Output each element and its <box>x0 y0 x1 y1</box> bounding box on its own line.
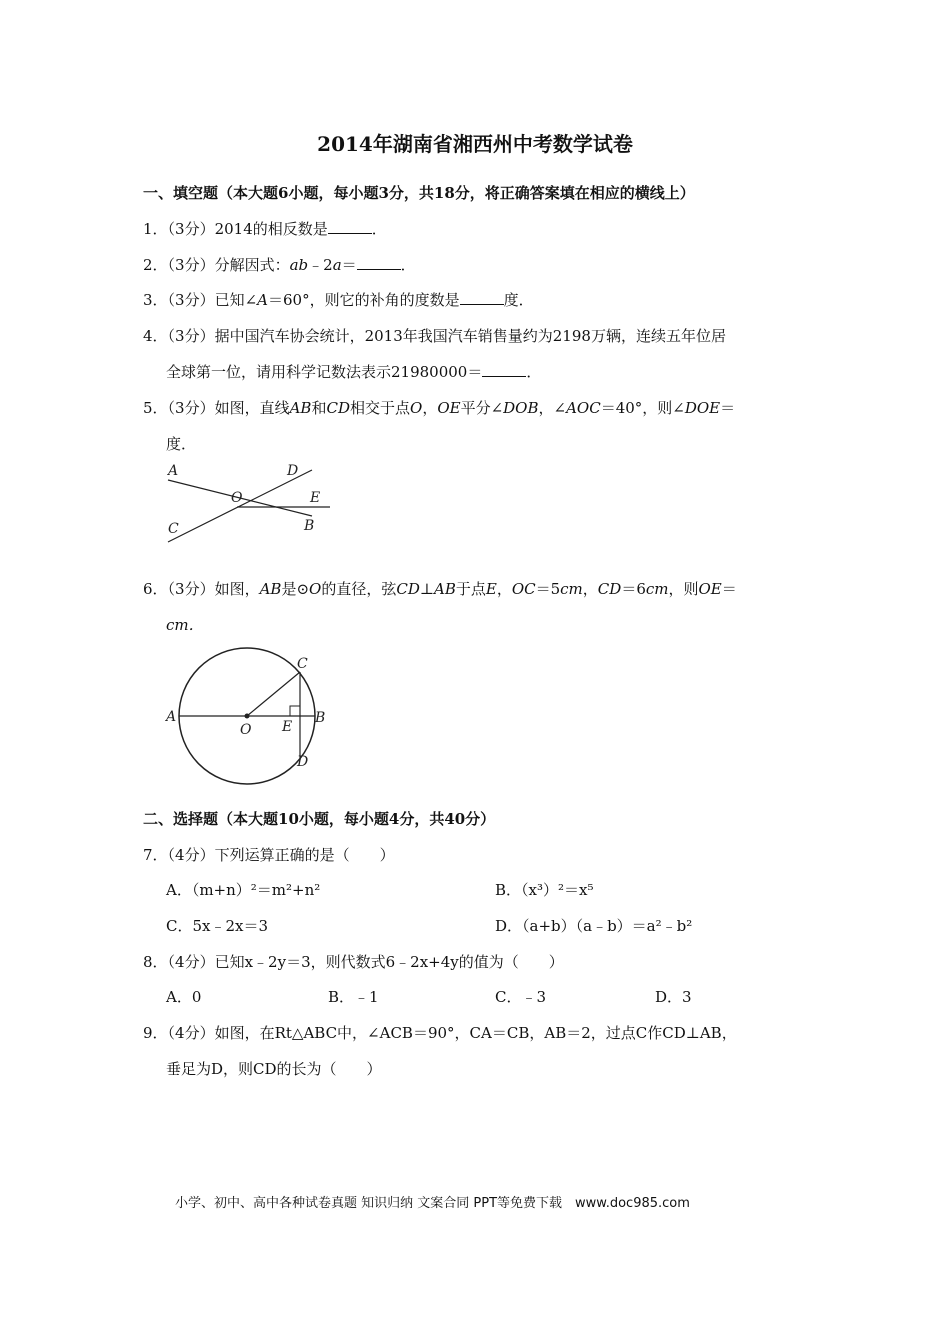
label-E: E <box>310 490 321 506</box>
question-text: ＝ <box>720 399 736 417</box>
answer-blank <box>482 362 526 377</box>
label-O: O <box>240 722 252 738</box>
question-7 <box>143 844 395 865</box>
question-text: ＝60°，则它的补角的度数是 <box>268 291 460 309</box>
option-7a: A．（m+n）²＝m²+n² <box>166 881 321 899</box>
question-text: 是⊙ <box>281 580 310 598</box>
question-text: （4分）已知x﹣2y＝3，则代数式6﹣2x+4y的值为（ ） <box>167 953 564 971</box>
label-D: D <box>287 463 299 479</box>
question-text: 度． <box>166 435 197 453</box>
question-number: 2． <box>143 256 168 274</box>
question-text: ＝ <box>721 580 737 598</box>
question-text: ＝5 <box>535 580 561 598</box>
math-var: OE <box>698 580 722 598</box>
label-A: A <box>166 709 177 725</box>
question-text: 和 <box>311 399 327 417</box>
line-CD <box>168 470 315 542</box>
question-text: ， <box>582 580 598 598</box>
question-1 <box>143 218 387 239</box>
option-7d: D．（a+b）（a﹣b）＝a²﹣b² <box>495 917 693 935</box>
question-9-cont <box>166 1058 382 1079</box>
option-7b: B．（x³）²＝x⁵ <box>495 881 594 899</box>
label-A: A <box>168 463 179 479</box>
question-6 <box>143 578 737 599</box>
page-footer: 小学、初中、高中各种试卷真题 知识归纳 文案合同 PPT等免费下载 www.doc985.com <box>175 1196 690 1211</box>
label-C: C <box>168 521 179 537</box>
question-number: 6． <box>143 580 168 598</box>
section-heading-fill-in: 一、填空题（本大题6小题，每小题3分，共18分，将正确答案填在相应的横线上） <box>143 184 695 202</box>
question-number: 4． <box>143 327 168 345</box>
question-text: 的直径，弦 <box>321 580 397 598</box>
question-5 <box>143 397 735 418</box>
label-C: C <box>297 656 308 672</box>
question-text: 于点 <box>455 580 486 598</box>
question-text: 平分∠ <box>460 399 504 417</box>
math-var: E <box>485 580 497 598</box>
question-text: 垂足为D，则CD的长为（ ） <box>166 1060 382 1078</box>
question-text: （4分）如图，在Rt△ABC中，∠ACB＝90°，CA＝CB，AB＝2，过点C作CD⊥AB， <box>167 1024 737 1042</box>
question-text: ＝40°，则∠ <box>600 399 685 417</box>
answer-blank <box>328 219 372 234</box>
question-end: ． <box>371 220 387 238</box>
question-text: ， <box>496 580 512 598</box>
question-text: ，∠ <box>538 399 567 417</box>
question-4 <box>143 325 726 346</box>
question-text: ＝6 <box>621 580 646 598</box>
question-3 <box>143 289 534 310</box>
math-var: AB <box>433 580 456 598</box>
question-2 <box>143 254 416 275</box>
math-var: DOE <box>684 399 721 417</box>
center-point <box>245 714 250 719</box>
math-var: A <box>257 291 269 309</box>
math-unit: cm <box>645 580 669 598</box>
right-angle-mark <box>290 706 300 716</box>
math-op: ﹣2 <box>308 256 333 274</box>
question-number: 7． <box>143 846 168 864</box>
question-text: ， <box>422 399 438 417</box>
option-8b: B．﹣1 <box>328 988 379 1006</box>
question-text: （3分）据中国汽车协会统计，2013年我国汽车销售量约为2198万辆，连续五年位居 <box>167 327 726 345</box>
math-var: AOC <box>566 399 601 417</box>
label-E: E <box>282 719 293 735</box>
question-end: ． <box>526 363 542 381</box>
question-number: 1． <box>143 220 168 238</box>
label-B: B <box>315 710 326 726</box>
question-end: 度． <box>503 291 534 309</box>
question-9 <box>143 1022 737 1043</box>
question-8 <box>143 951 564 972</box>
question-number: 9． <box>143 1024 168 1042</box>
option-8d: D．3 <box>655 988 692 1006</box>
question-text: （4分）下列运算正确的是（ ） <box>167 846 395 864</box>
math-var: O <box>410 399 423 417</box>
math-var: O <box>309 580 322 598</box>
option-7c: C．5x﹣2x＝3 <box>166 917 269 935</box>
label-O: O <box>231 490 243 506</box>
math-var: OE <box>437 399 461 417</box>
math-var: AB <box>289 399 312 417</box>
math-unit: cm <box>560 580 583 598</box>
question-number: 8． <box>143 953 168 971</box>
question-text: （3分）2014的相反数是 <box>167 220 328 238</box>
question-text: ，则 <box>668 580 699 598</box>
question-text: （3分）如图， <box>167 580 260 598</box>
question-text: （3分）如图，直线 <box>167 399 290 417</box>
label-B: B <box>304 518 315 534</box>
label-D: D <box>297 754 309 770</box>
math-var: DOB <box>503 399 539 417</box>
math-var: ab <box>289 256 309 274</box>
figure-intersecting-lines <box>160 458 340 548</box>
math-var: AB <box>259 580 282 598</box>
question-text: cm． <box>166 616 204 634</box>
question-number: 3． <box>143 291 168 309</box>
answer-blank <box>460 290 504 305</box>
math-op: ＝ <box>341 256 357 274</box>
question-end: ． <box>400 256 416 274</box>
math-op: ⊥ <box>419 580 434 598</box>
option-8a: A．0 <box>166 988 202 1006</box>
math-var: CD <box>326 399 350 417</box>
question-text: 全球第一位，请用科学记数法表示21980000＝ <box>166 363 483 381</box>
question-5-cont <box>166 433 196 454</box>
section-heading-choice: 二、选择题（本大题10小题，每小题4分，共40分） <box>143 810 496 828</box>
question-text: （3分）分解因式： <box>167 256 290 274</box>
option-8c: C．﹣3 <box>495 988 547 1006</box>
math-var: CD <box>396 580 420 598</box>
math-var: OC <box>511 580 536 598</box>
question-6-cont <box>166 614 204 635</box>
math-var: a <box>332 256 342 274</box>
question-4-cont <box>166 361 541 382</box>
radius-OC <box>247 672 300 716</box>
page-title: 2014年湖南省湘西州中考数学试卷 <box>317 132 633 156</box>
answer-blank <box>357 255 401 270</box>
figure-circle <box>160 644 340 790</box>
question-text: 相交于点 <box>349 399 410 417</box>
question-number: 5． <box>143 399 168 417</box>
question-text: （3分）已知∠ <box>167 291 258 309</box>
math-var: CD <box>597 580 622 598</box>
